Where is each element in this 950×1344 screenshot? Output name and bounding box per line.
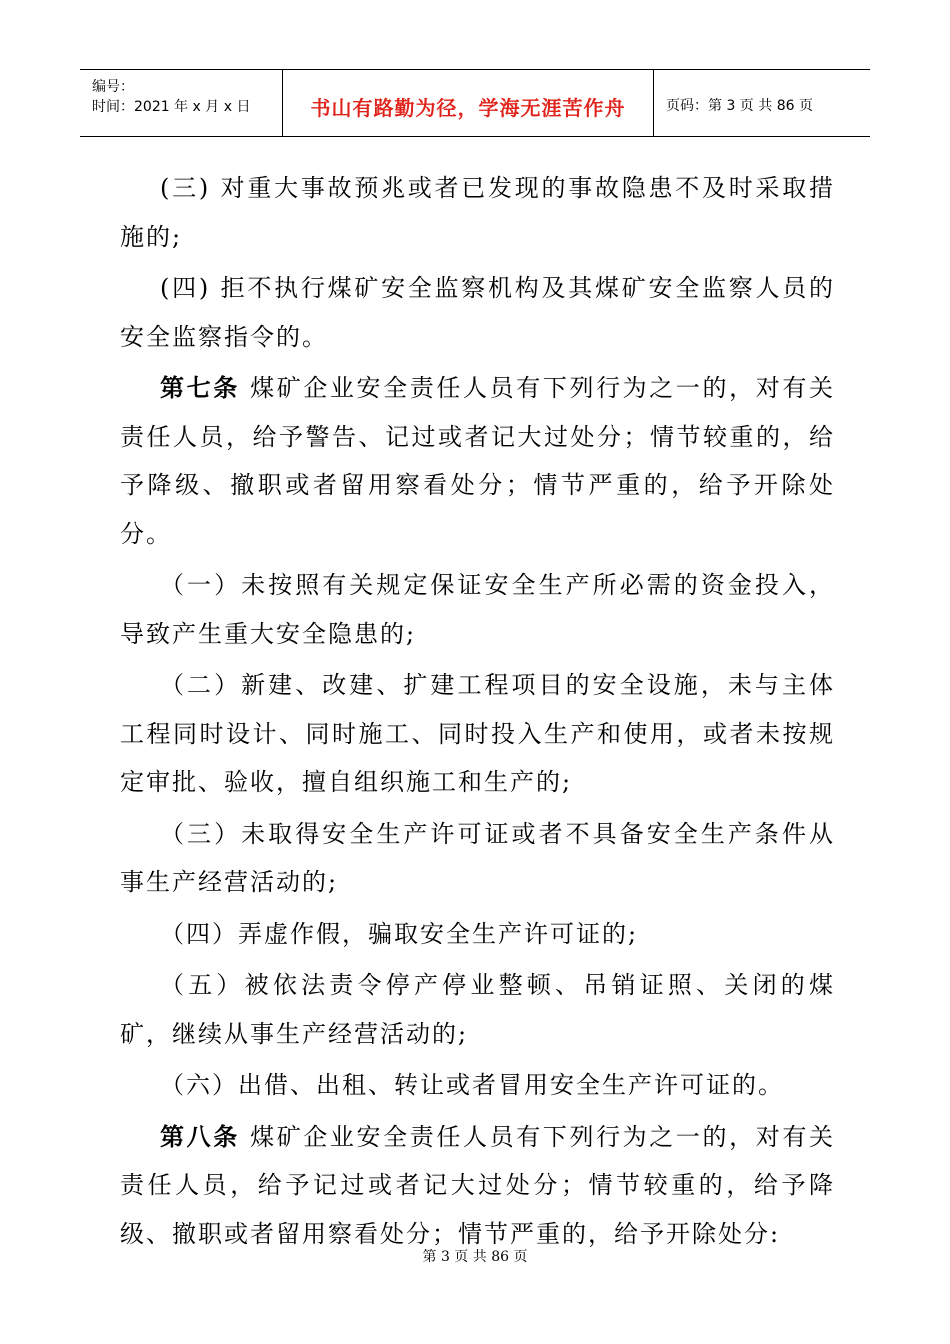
document-date-label: 时间：2021 年 x 月 x 日: [92, 99, 251, 115]
article-heading: 第七条: [160, 374, 240, 402]
paragraph-text: （三）未取得安全生产许可证或者不具备安全生产条件从事生产经营活动的;: [120, 819, 835, 896]
header-motto: 书山有路勤为径，学海无涯苦作舟: [310, 96, 626, 120]
paragraph-text: （一）未按照有关规定保证安全生产所必需的资金投入，导致产生重大安全隐患的;: [120, 571, 835, 648]
paragraph: [120, 661, 835, 807]
header-page-cell: [654, 70, 870, 136]
paragraph: [120, 1061, 835, 1110]
paragraph: [120, 264, 835, 361]
page-header: [80, 69, 870, 137]
header-meta-cell: [80, 70, 282, 136]
paragraph: [120, 810, 835, 907]
paragraph-text: (三) 对重大事故预兆或者已发现的事故隐患不及时采取措施的;: [120, 174, 835, 251]
paragraph-text: 煤矿企业安全责任人员有下列行为之一的，对有关责任人员，给予警告、记过或者记大过处分；情节较重的，给予降级、撤职或者留用察看处分；情节严重的，给予开除处分。: [120, 374, 835, 548]
paragraph-text: （六）出借、出租、转让或者冒用安全生产许可证的。: [160, 1071, 784, 1099]
article-heading: 第八条: [160, 1122, 240, 1151]
paragraph: [120, 910, 835, 959]
paragraph: [120, 164, 835, 261]
paragraph-text: （四）弄虚作假，骗取安全生产许可证的;: [160, 919, 639, 948]
document-number-label: 编号：: [92, 79, 134, 95]
paragraph-text: 煤矿企业安全责任人员有下列行为之一的，对有关责任人员，给予记过或者记大过处分；情节较重的，给予降级、撤职或者留用察看处分；情节严重的，给予开除处分:: [120, 1122, 835, 1248]
paragraph: [120, 961, 835, 1058]
paragraph: [120, 364, 835, 558]
paragraph-text: （二）新建、改建、扩建工程项目的安全设施，未与主体工程同时设计、同时施工、同时投入生产和使用，或者未按规定审批、验收，擅自组织施工和生产的;: [120, 671, 835, 796]
header-motto-cell: [282, 70, 654, 136]
paragraph: [120, 1113, 835, 1259]
paragraph-text: (四) 拒不执行煤矿安全监察机构及其煤矿安全监察人员的安全监察指令的。: [120, 274, 835, 351]
paragraph: [120, 561, 835, 658]
page-footer: 第 3 页 共 86 页: [422, 1249, 528, 1265]
paragraph-text: （五）被依法责令停产停业整顿、吊销证照、关闭的煤矿，继续从事生产经营活动的;: [120, 971, 835, 1048]
document-body: [120, 164, 835, 1261]
header-page-number: 页码：第 3 页 共 86 页: [666, 98, 813, 114]
